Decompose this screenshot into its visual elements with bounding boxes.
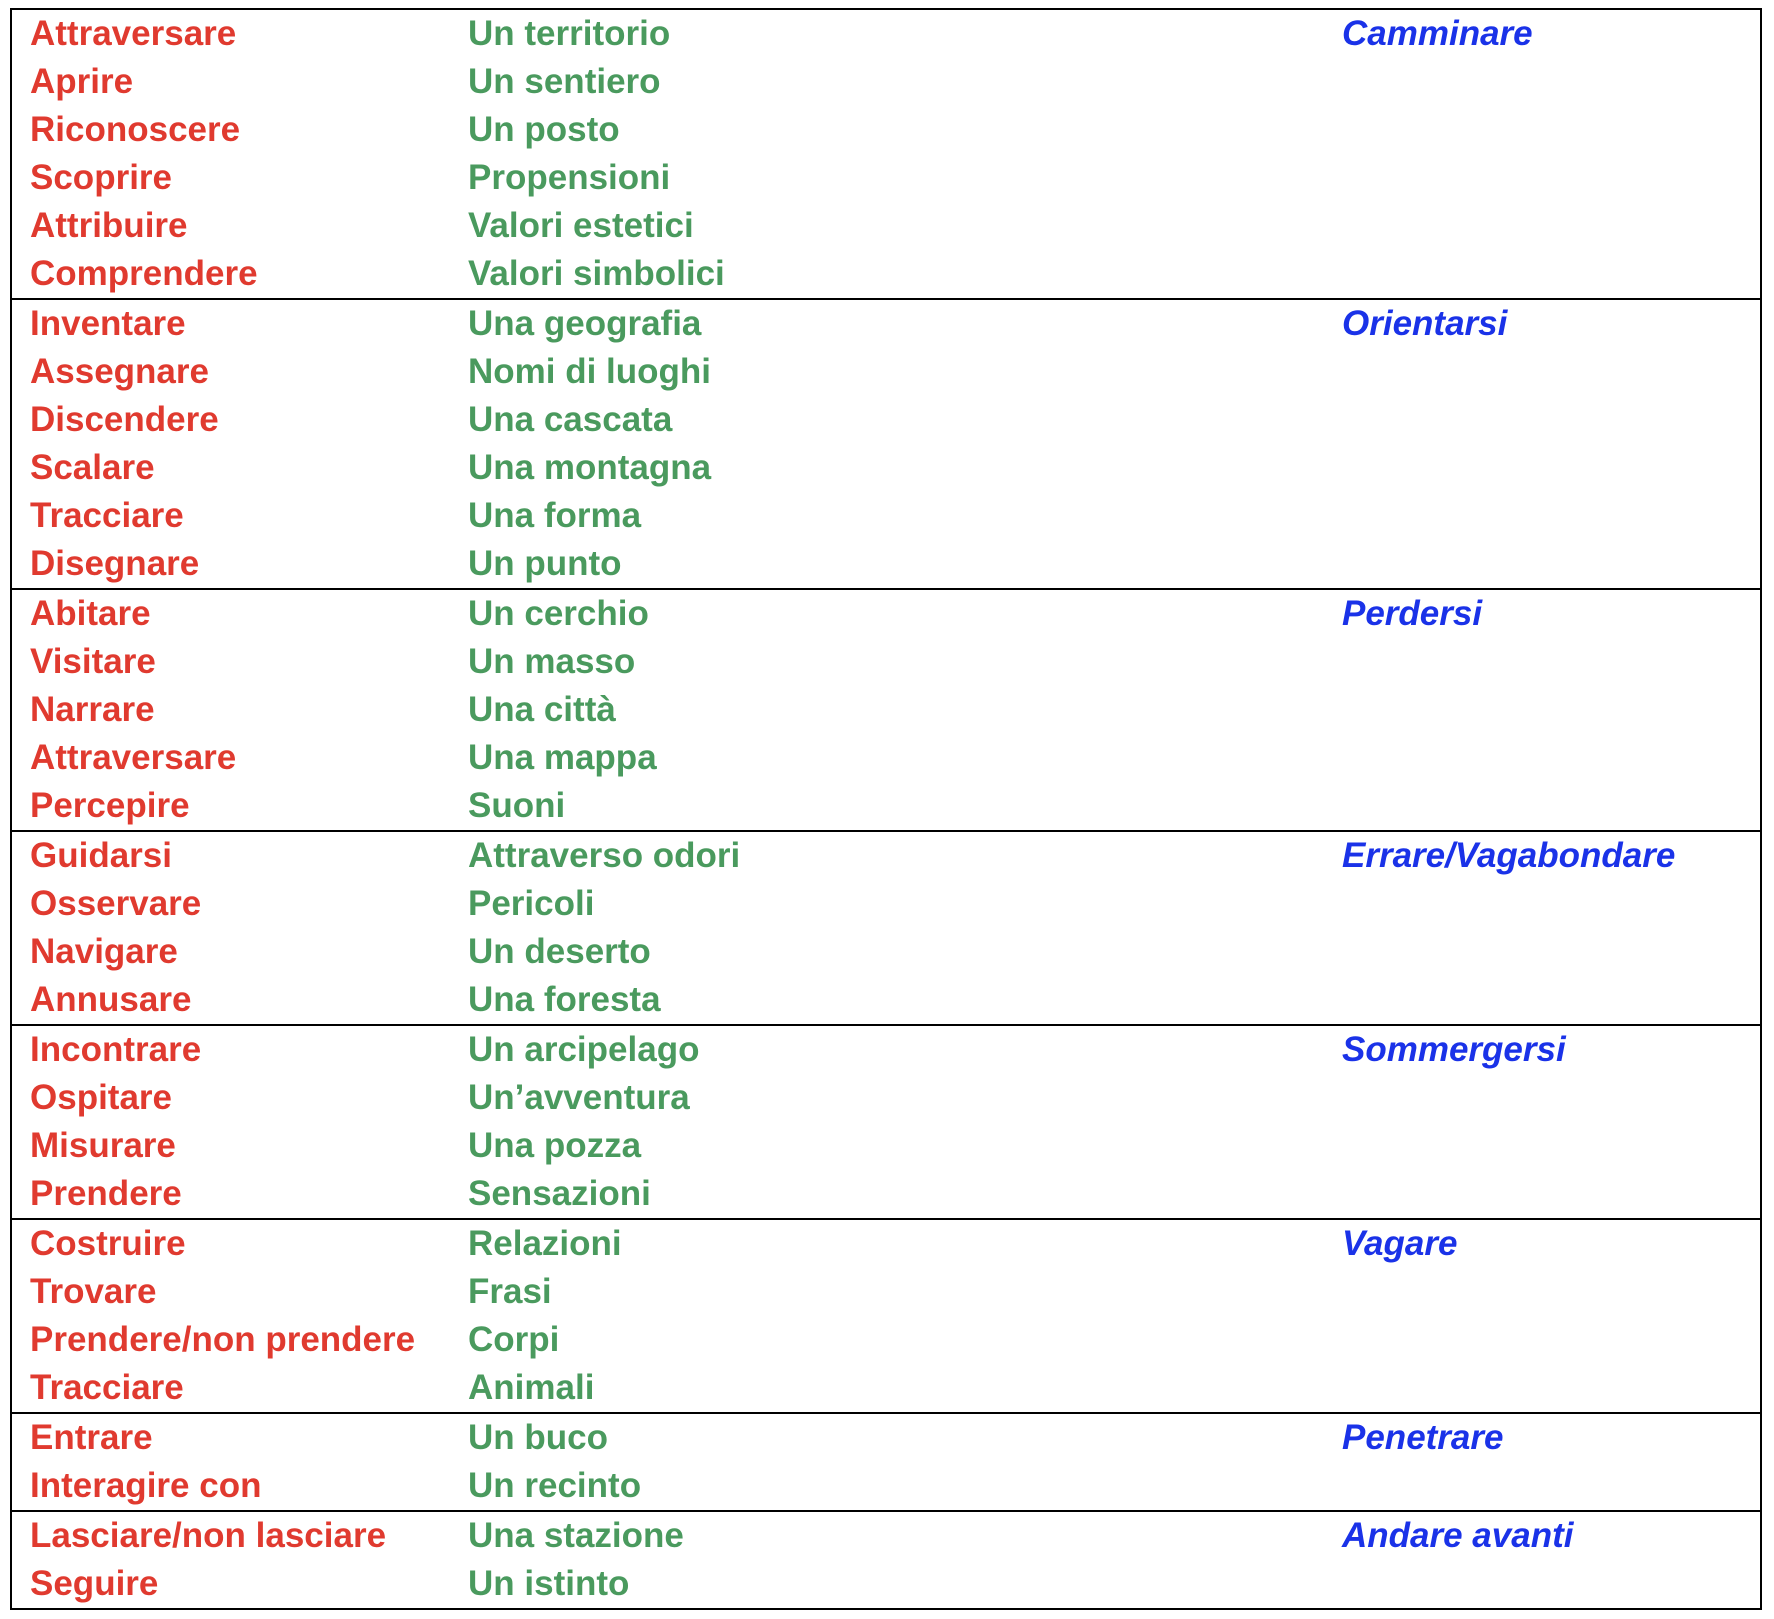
table-row <box>12 1462 1760 1510</box>
noun-cell: Un’avventura <box>468 1078 690 1117</box>
table-group <box>12 1412 1760 1510</box>
table-row <box>12 1026 1760 1074</box>
verb-cell: Aprire <box>30 62 134 101</box>
verb-cell: Riconoscere <box>30 110 241 149</box>
noun-cell: Pericoli <box>468 884 595 923</box>
noun-cell: Un punto <box>468 544 622 583</box>
noun-cell: Un arcipelago <box>468 1030 700 1069</box>
table-row <box>12 444 1760 492</box>
verb-cell: Scalare <box>30 448 155 487</box>
table-row <box>12 202 1760 250</box>
table-group <box>12 10 1760 298</box>
verb-cell: Annusare <box>30 980 192 1019</box>
verb-cell: Disegnare <box>30 544 200 583</box>
table-group <box>12 1510 1760 1608</box>
noun-cell: Una montagna <box>468 448 712 487</box>
noun-cell: Un posto <box>468 110 620 149</box>
noun-cell: Valori estetici <box>468 206 694 245</box>
table-group <box>12 298 1760 588</box>
verb-cell: Assegnare <box>30 352 209 391</box>
noun-cell: Un masso <box>468 642 636 681</box>
verb-cell: Discendere <box>30 400 219 439</box>
theme-label: Errare/Vagabondare <box>1342 836 1676 875</box>
table-row <box>12 348 1760 396</box>
table-row <box>12 1316 1760 1364</box>
noun-cell: Nomi di luoghi <box>468 352 712 391</box>
table-row <box>12 832 1760 880</box>
table-row <box>12 300 1760 348</box>
verb-cell: Tracciare <box>30 1368 184 1407</box>
verb-cell: Lasciare/non lasciare <box>30 1516 387 1555</box>
table-row <box>12 590 1760 638</box>
table-row <box>12 734 1760 782</box>
theme-label: Sommergersi <box>1342 1030 1566 1069</box>
table-row <box>12 250 1760 298</box>
noun-cell: Sensazioni <box>468 1174 651 1213</box>
table-row <box>12 396 1760 444</box>
verb-cell: Prendere <box>30 1174 182 1213</box>
verb-cell: Incontrare <box>30 1030 202 1069</box>
noun-cell: Un recinto <box>468 1466 642 1505</box>
table-row <box>12 540 1760 588</box>
table-row <box>12 154 1760 202</box>
table-row <box>12 1122 1760 1170</box>
noun-cell: Una città <box>468 690 616 729</box>
table-row <box>12 106 1760 154</box>
noun-cell: Una mappa <box>468 738 657 777</box>
table-row <box>12 1220 1760 1268</box>
table-row <box>12 1074 1760 1122</box>
verb-cell: Inventare <box>30 304 186 343</box>
table-group <box>12 1024 1760 1218</box>
table-row <box>12 10 1760 58</box>
verb-cell: Abitare <box>30 594 151 633</box>
verb-cell: Osservare <box>30 884 202 923</box>
table-group <box>12 830 1760 1024</box>
theme-label: Perdersi <box>1342 594 1483 633</box>
verb-cell: Guidarsi <box>30 836 172 875</box>
theme-label: Penetrare <box>1342 1418 1504 1457</box>
noun-cell: Una foresta <box>468 980 661 1019</box>
noun-cell: Valori simbolici <box>468 254 725 293</box>
verb-cell: Costruire <box>30 1224 186 1263</box>
table-row <box>12 1512 1760 1560</box>
verb-cell: Percepire <box>30 786 190 825</box>
verb-cell: Attraversare <box>30 738 237 777</box>
noun-cell: Frasi <box>468 1272 552 1311</box>
verb-cell: Attribuire <box>30 206 188 245</box>
table-row <box>12 492 1760 540</box>
verb-cell: Narrare <box>30 690 155 729</box>
table-row <box>12 880 1760 928</box>
table-row <box>12 686 1760 734</box>
noun-cell: Una stazione <box>468 1516 684 1555</box>
noun-cell: Una geografia <box>468 304 702 343</box>
theme-label: Andare avanti <box>1342 1516 1574 1555</box>
table-row <box>12 58 1760 106</box>
verb-cell: Misurare <box>30 1126 176 1165</box>
table-row <box>12 638 1760 686</box>
table-group <box>12 1218 1760 1412</box>
table-row <box>12 1364 1760 1412</box>
verb-cell: Ospitare <box>30 1078 172 1117</box>
noun-cell: Attraverso odori <box>468 836 741 875</box>
noun-cell: Un territorio <box>468 14 671 53</box>
noun-cell: Suoni <box>468 786 566 825</box>
table-group <box>12 588 1760 830</box>
verb-cell: Interagire con <box>30 1466 262 1505</box>
noun-cell: Un buco <box>468 1418 608 1457</box>
table-row <box>12 1414 1760 1462</box>
verb-cell: Entrare <box>30 1418 153 1457</box>
noun-cell: Una cascata <box>468 400 673 439</box>
verb-cell: Trovare <box>30 1272 157 1311</box>
table-row <box>12 1268 1760 1316</box>
theme-label: Camminare <box>1342 14 1533 53</box>
theme-label: Vagare <box>1342 1224 1458 1263</box>
verb-cell: Navigare <box>30 932 178 971</box>
verb-cell: Visitare <box>30 642 156 681</box>
noun-cell: Corpi <box>468 1320 560 1359</box>
noun-cell: Un deserto <box>468 932 651 971</box>
table-row <box>12 782 1760 830</box>
verb-cell: Scoprire <box>30 158 172 197</box>
table-row <box>12 1170 1760 1218</box>
noun-cell: Una forma <box>468 496 642 535</box>
verb-cell: Tracciare <box>30 496 184 535</box>
noun-cell: Animali <box>468 1368 595 1407</box>
noun-cell: Relazioni <box>468 1224 622 1263</box>
theme-label: Orientarsi <box>1342 304 1508 343</box>
table-row <box>12 976 1760 1024</box>
noun-cell: Propensioni <box>468 158 671 197</box>
table-row <box>12 1560 1760 1608</box>
noun-cell: Una pozza <box>468 1126 642 1165</box>
verb-cell: Prendere/non prendere <box>30 1320 416 1359</box>
table-row <box>12 928 1760 976</box>
verb-cell: Comprendere <box>30 254 258 293</box>
verb-cell: Attraversare <box>30 14 237 53</box>
noun-cell: Un cerchio <box>468 594 649 633</box>
verb-cell: Seguire <box>30 1564 159 1603</box>
verb-noun-table <box>10 8 1762 1610</box>
noun-cell: Un sentiero <box>468 62 661 101</box>
noun-cell: Un istinto <box>468 1564 630 1603</box>
